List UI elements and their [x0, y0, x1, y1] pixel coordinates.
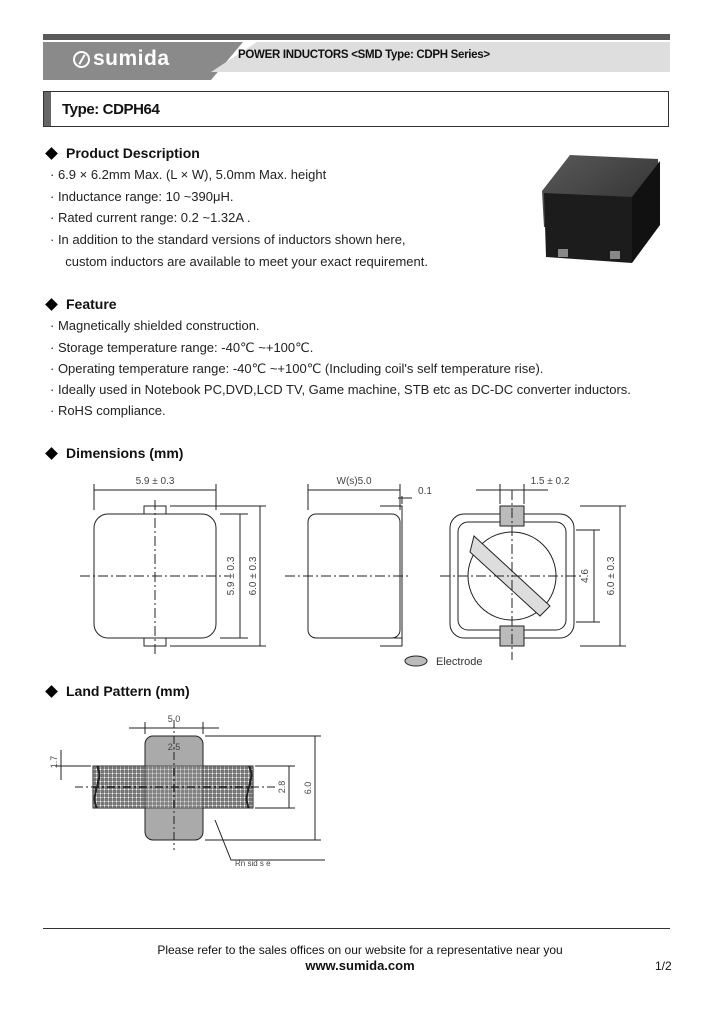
dim-label: 1.5 ± 0.2: [530, 476, 570, 487]
feature-line: · Ideally used in Notebook PC,DVD,LCD TV, Game machine, STB etc as DC-DC converter inductors.: [50, 382, 631, 397]
side-view: [285, 484, 412, 646]
desc-line: custom inductors are available to meet your exact requirement.: [58, 254, 428, 269]
top-view: [80, 484, 266, 655]
section-title: Land Pattern (mm): [66, 683, 190, 699]
type-box-accent: [44, 92, 51, 126]
header-top-rule: [43, 34, 670, 40]
feature-line: · Operating temperature range: -40℃ ~+100℃ (Including coil's self temperature rise).: [50, 361, 544, 376]
feature-heading: [45, 296, 117, 312]
dim-label: 0.1: [418, 486, 432, 497]
bullet-diamond-icon: [45, 447, 58, 460]
bottom-view: [440, 484, 626, 660]
desc-line: · In addition to the standard versions of inductors shown here,: [50, 232, 406, 247]
land-pattern-drawing: [45, 710, 345, 880]
dim-label: 6.0: [303, 781, 313, 795]
side-view-terminal: [380, 506, 402, 638]
desc-line: · Inductance range: 10 ~390μH.: [50, 189, 234, 204]
desc-line: · Rated current range: 0.2 ~1.32A .: [50, 210, 251, 225]
dim-label: 6.0 ± 0.3: [248, 556, 259, 596]
inductor-product-image: [540, 153, 670, 265]
dimensions-drawing: [80, 470, 640, 670]
sumida-logo-icon: [73, 51, 90, 68]
feature-line: · RoHS compliance.: [50, 403, 166, 418]
sumida-logo: [73, 47, 170, 71]
side-view-terminal: [380, 638, 402, 646]
type-title: Type: CDPH64: [62, 101, 160, 118]
dimensions-heading: [45, 445, 183, 461]
dim-label: 5.9 ± 0.3: [135, 476, 175, 487]
section-title: Product Description: [66, 145, 200, 161]
type-box: [43, 91, 669, 127]
section-title: Feature: [66, 296, 117, 312]
dim-label: 5.9 ± 0.3: [226, 556, 237, 596]
dim-label: 4.6: [580, 569, 591, 583]
bullet-diamond-icon: [45, 298, 58, 311]
terminal: [558, 249, 568, 257]
electrode-legend-icon: [405, 656, 427, 666]
section-title: Dimensions (mm): [66, 445, 184, 461]
footer-website-link[interactable]: www.sumida.com: [305, 958, 415, 973]
dim-label: 6.0 ± 0.3: [606, 556, 617, 596]
terminal: [610, 251, 620, 259]
header-band: [43, 34, 670, 80]
dim-label: 2.5: [167, 742, 181, 752]
desc-line: · 6.9 × 6.2mm Max. (L × W), 5.0mm Max. height: [50, 167, 327, 182]
dim-label: 1.7: [49, 755, 59, 769]
footer-note: Please refer to the sales offices on our website for a representative near you: [157, 943, 563, 957]
electrode-legend-label: Electrode: [436, 656, 483, 668]
bullet-diamond-icon: [45, 147, 58, 160]
feature-line: · Magnetically shielded construction.: [50, 318, 260, 333]
feature-line: · Storage temperature range: -40℃ ~+100℃.: [50, 340, 314, 355]
land-pattern-heading: [45, 683, 190, 699]
dim-label: W(s)5.0: [336, 476, 372, 487]
land-note: Rn sid s e: [235, 859, 271, 868]
dim-label: 5.0: [167, 714, 181, 724]
page-number: 1/2: [655, 959, 672, 973]
footer-rule: [43, 928, 670, 929]
bullet-diamond-icon: [45, 685, 58, 698]
product-description-heading: [45, 145, 200, 161]
logo-text: sumida: [93, 47, 170, 70]
dim-label: 2.8: [277, 780, 287, 794]
header-title: POWER INDUCTORS <SMD Type: CDPH Series>: [238, 49, 490, 61]
